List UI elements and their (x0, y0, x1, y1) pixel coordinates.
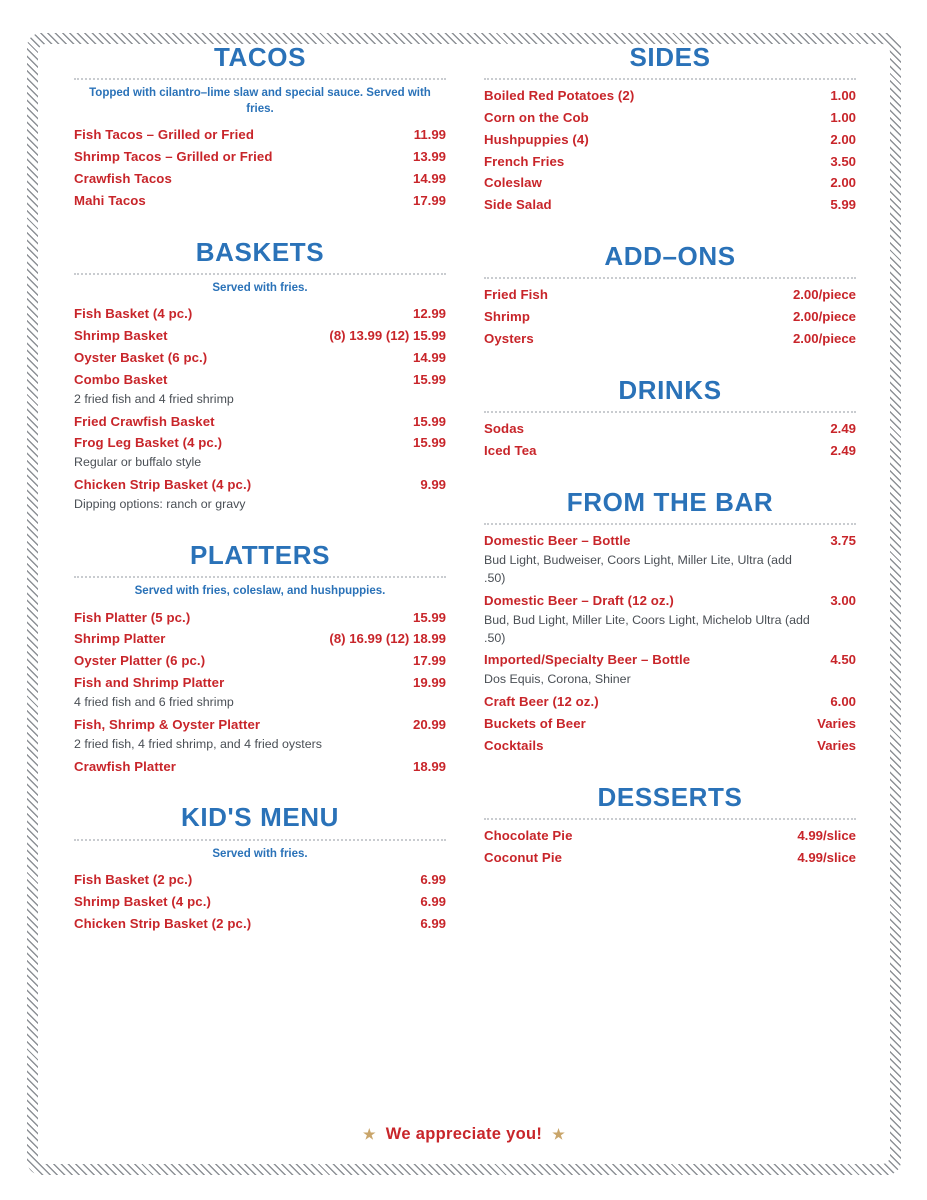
menu-item-row (74, 433, 446, 453)
menu-item-price: 2.00 (830, 131, 856, 147)
menu-item-name: Fish Basket (2 pc.) (74, 872, 193, 888)
menu-item-price: 19.99 (412, 675, 446, 691)
menu-item-row (484, 714, 856, 734)
menu-item-name: Shrimp Platter (74, 631, 166, 647)
star-icon-left: ★ (362, 1126, 376, 1143)
menu-item-price: 3.50 (830, 153, 856, 169)
menu-item-name: Crawfish Tacos (74, 170, 172, 186)
menu-item-row (484, 130, 856, 150)
menu-item-row (74, 673, 446, 693)
section-title: TACOS (213, 42, 307, 72)
menu-item-price: 2.00/piece (792, 287, 856, 303)
menu-item-name: Chicken Strip Basket (2 pc.) (74, 915, 252, 931)
section-spacer (484, 762, 856, 784)
menu-content (38, 44, 890, 1164)
menu-item-name: Fried Fish (484, 287, 549, 303)
menu-item-name: Hushpuppies (4) (484, 131, 589, 147)
menu-section (484, 486, 856, 756)
menu-item-price: Varies (817, 716, 856, 732)
menu-item-row (74, 191, 446, 211)
menu-item-row (74, 892, 446, 912)
menu-item-row (484, 736, 856, 756)
section-spacer (74, 217, 446, 239)
menu-item-name: Fish and Shrimp Platter (74, 675, 225, 691)
section-divider (74, 78, 446, 80)
menu-footer (38, 1125, 890, 1144)
menu-item-name: Craft Beer (12 oz.) (484, 694, 599, 710)
menu-item-price: 2.00/piece (792, 309, 856, 325)
menu-item-row (484, 419, 856, 439)
menu-item-name: Frog Leg Basket (4 pc.) (74, 435, 223, 451)
section-divider (484, 78, 856, 80)
section-spacer (484, 467, 856, 489)
section-title: ADD–ONS (604, 241, 736, 272)
menu-item-row (484, 195, 856, 215)
section-subtitle: Served with fries. (212, 281, 308, 294)
menu-item-name: Shrimp Tacos – Grilled or Fried (74, 149, 273, 165)
menu-item-row (74, 475, 446, 495)
menu-item-name: Cocktails (484, 737, 544, 753)
menu-item-row (484, 285, 856, 305)
section-subtitle: Topped with cilantro–lime slaw and special sauce. Served with fries. (89, 87, 431, 115)
section-divider (74, 273, 446, 275)
menu-item-row (74, 870, 446, 890)
menu-item-row (484, 108, 856, 128)
menu-item-row (484, 692, 856, 712)
section-subtitle: Served with fries. (212, 847, 308, 860)
section-divider (484, 523, 856, 525)
menu-item-row (484, 826, 856, 846)
section-spacer (74, 782, 446, 804)
menu-item-name: Shrimp Basket (74, 328, 168, 344)
menu-item-price: 20.99 (412, 716, 446, 732)
menu-item-price: (8) 16.99 (12) 18.99 (329, 631, 446, 647)
menu-item-description: Bud, Bud Light, Miller Lite, Coors Light, Michelob Ultra (add .50) (484, 612, 810, 645)
menu-item-price: 1.00 (830, 88, 856, 104)
menu-item-row (74, 370, 446, 390)
menu-item-description: 2 fried fish, 4 fried shrimp, and 4 fried oysters (74, 736, 322, 751)
menu-section (74, 804, 446, 933)
menu-item-row (484, 307, 856, 327)
menu-item-name: Chocolate Pie (484, 827, 573, 843)
menu-section (74, 44, 446, 211)
menu-item-row (484, 591, 856, 611)
menu-item-row (484, 848, 856, 868)
section-title: PLATTERS (189, 539, 331, 570)
menu-item-price: 2.00 (830, 175, 856, 191)
menu-item-price: 5.99 (830, 197, 856, 213)
menu-item-name: Fish Platter (5 pc.) (74, 609, 191, 625)
menu-item-row (484, 173, 856, 193)
menu-item-name: Domestic Beer – Bottle (484, 532, 631, 548)
section-title: SIDES (629, 42, 711, 72)
menu-item-description: Regular or buffalo style (74, 455, 202, 470)
menu-item-description: 4 fried fish and 6 fried shrimp (74, 694, 234, 709)
menu-item-row (484, 86, 856, 106)
menu-item-row (74, 125, 446, 145)
menu-item-price: 4.99/slice (797, 849, 856, 865)
menu-item-name: Fish, Shrimp & Oyster Platter (74, 716, 261, 732)
menu-item-price: 2.00/piece (792, 330, 856, 346)
menu-item-price: 18.99 (412, 758, 446, 774)
menu-item-name: Domestic Beer – Draft (12 oz.) (484, 592, 674, 608)
menu-item-name: Oysters (484, 330, 534, 346)
menu-item-price: 14.99 (412, 349, 446, 365)
menu-item-name: Fried Crawfish Basket (74, 413, 215, 429)
menu-item-name: Corn on the Cob (484, 110, 589, 126)
menu-item-price: 17.99 (412, 192, 446, 208)
menu-item-price: 14.99 (412, 170, 446, 186)
menu-item-price: 2.49 (830, 442, 856, 458)
menu-item-row (74, 348, 446, 368)
menu-item-price: 15.99 (412, 371, 446, 387)
menu-item-row (74, 304, 446, 324)
menu-item-price: 13.99 (412, 149, 446, 165)
menu-item-price: 9.99 (420, 477, 446, 493)
section-spacer (484, 221, 856, 243)
menu-item-row (74, 715, 446, 735)
section-title: DESSERTS (597, 781, 743, 812)
menu-section (484, 374, 856, 461)
menu-item-price: 11.99 (413, 127, 446, 143)
menu-item-row (74, 914, 446, 934)
menu-item-name: Oyster Platter (6 pc.) (74, 653, 206, 669)
menu-item-row (74, 757, 446, 777)
menu-item-name: Imported/Specialty Beer – Bottle (484, 652, 691, 668)
menu-item-description: Dos Equis, Corona, Shiner (484, 672, 631, 687)
menu-item-row (484, 329, 856, 349)
menu-item-name: Sodas (484, 421, 525, 437)
menu-item-row (484, 441, 856, 461)
menu-item-price: 12.99 (412, 306, 446, 322)
menu-item-price: 4.99/slice (797, 827, 856, 843)
menu-item-price: (8) 13.99 (12) 15.99 (329, 328, 446, 344)
menu-item-description: Bud Light, Budweiser, Coors Light, Miller Lite, Ultra (add .50) (484, 552, 792, 585)
section-title: FROM THE BAR (566, 486, 774, 517)
menu-item-name: Fish Basket (4 pc.) (74, 306, 193, 322)
menu-item-name: Boiled Red Potatoes (2) (484, 88, 635, 104)
section-spacer (74, 520, 446, 542)
menu-item-row (484, 531, 856, 551)
menu-item-row (74, 651, 446, 671)
menu-item-name: Shrimp (484, 309, 531, 325)
menu-item-price: 6.99 (420, 872, 446, 888)
section-divider (484, 411, 856, 413)
menu-item-name: French Fries (484, 153, 565, 169)
section-divider (484, 277, 856, 279)
section-spacer (74, 940, 446, 962)
menu-item-row (484, 152, 856, 172)
menu-item-price: Varies (817, 737, 856, 753)
menu-item-price: 4.50 (830, 652, 856, 668)
menu-item-row (484, 650, 856, 670)
menu-section (74, 539, 446, 777)
section-title: BASKETS (195, 236, 325, 267)
menu-item-row (74, 608, 446, 628)
menu-item-price: 3.75 (830, 532, 856, 548)
section-title: DRINKS (618, 374, 722, 405)
menu-item-price: 15.99 (412, 609, 446, 625)
menu-item-price: 6.00 (830, 694, 856, 710)
menu-item-name: Mahi Tacos (74, 192, 146, 208)
menu-item-name: Iced Tea (484, 442, 537, 458)
menu-item-name: Chicken Strip Basket (4 pc.) (74, 477, 252, 493)
section-subtitle: Served with fries, coleslaw, and hushpuppies. (134, 585, 386, 598)
menu-section (484, 243, 856, 349)
menu-item-name: Shrimp Basket (4 pc.) (74, 894, 211, 910)
menu-item-name: Oyster Basket (6 pc.) (74, 349, 208, 365)
menu-item-name: Side Salad (484, 197, 552, 213)
menu-item-price: 2.49 (830, 421, 856, 437)
menu-item-row (74, 326, 446, 346)
menu-section (484, 44, 856, 215)
menu-column-left (74, 44, 446, 962)
menu-item-name: Buckets of Beer (484, 716, 586, 732)
star-icon-right: ★ (552, 1126, 566, 1143)
menu-item-price: 15.99 (412, 413, 446, 429)
menu-item-price: 15.99 (412, 435, 446, 451)
menu-item-description: Dipping options: ranch or gravy (74, 496, 246, 511)
menu-item-name: Crawfish Platter (74, 758, 176, 774)
menu-item-price: 1.00 (830, 110, 856, 126)
menu-item-row (74, 412, 446, 432)
menu-section (74, 236, 446, 514)
menu-item-row (74, 629, 446, 649)
menu-item-row (74, 147, 446, 167)
menu-item-name: Coconut Pie (484, 849, 563, 865)
menu-column-right (484, 44, 856, 896)
menu-item-price: 3.00 (830, 592, 856, 608)
menu-item-name: Combo Basket (74, 371, 168, 387)
menu-item-description: 2 fried fish and 4 fried shrimp (74, 391, 234, 406)
section-spacer (484, 874, 856, 896)
menu-item-price: 6.99 (420, 894, 446, 910)
menu-item-price: 17.99 (412, 653, 446, 669)
section-spacer (484, 355, 856, 377)
menu-item-name: Coleslaw (484, 175, 542, 191)
section-divider (74, 576, 446, 578)
menu-item-row (74, 169, 446, 189)
menu-item-price: 6.99 (420, 915, 446, 931)
section-divider (484, 818, 856, 820)
footer-text: We appreciate you! (385, 1125, 543, 1143)
menu-item-name: Fish Tacos – Grilled or Fried (74, 127, 254, 143)
menu-section (484, 781, 856, 868)
section-divider (74, 839, 446, 841)
section-title: KID'S MENU (180, 802, 340, 833)
